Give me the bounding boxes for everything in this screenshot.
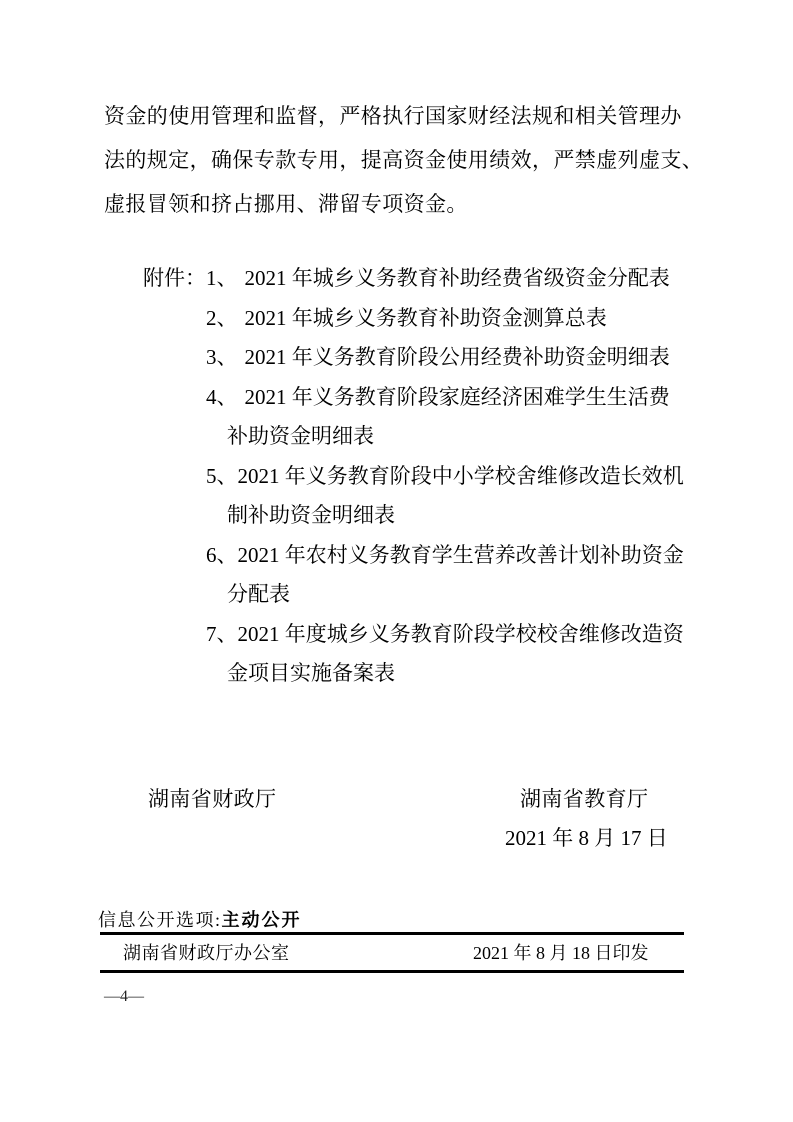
disclosure-option-label: 信息公开选项: xyxy=(98,910,222,930)
attachment-number: 4、 xyxy=(206,384,238,409)
colophon-print-date: 2021 年 8 月 18 日印发 xyxy=(473,943,649,963)
colophon-divider-bottom xyxy=(100,970,684,973)
body-paragraph-line: 虚报冒领和挤占挪用、滞留专项资金。 xyxy=(104,192,468,216)
attachment-row xyxy=(143,615,723,655)
attachment-row-continuation xyxy=(143,654,723,694)
colophon-divider-top xyxy=(100,932,684,935)
attachment-row xyxy=(143,299,723,339)
attachment-row xyxy=(143,259,723,299)
body-paragraph-line: 法的规定，确保专款专用，提高资金使用绩效，严禁虚列虚支、 xyxy=(104,148,704,172)
body-paragraph xyxy=(104,94,704,226)
attachments-list xyxy=(143,259,723,694)
attachment-title: 2021 年农村义务教育学生营养改善计划补助资金 xyxy=(237,542,684,567)
disclosure-option-value: 主动公开 xyxy=(221,910,302,930)
attachment-number: 6、 xyxy=(206,542,238,567)
attachment-title: 制补助资金明细表 xyxy=(227,503,395,527)
attachment-title: 分配表 xyxy=(227,582,290,606)
body-paragraph-line: 资金的使用管理和监督，严格执行国家财经法规和相关管理办 xyxy=(104,104,682,128)
attachment-row-continuation xyxy=(143,496,723,536)
attachment-title: 2021 年城乡义务教育补助经费省级资金分配表 xyxy=(244,266,670,290)
signature-date: 2021 年 8 月 17 日 xyxy=(505,826,668,850)
attachment-number: 2、 xyxy=(206,305,238,330)
attachment-number: 5、 xyxy=(206,463,238,488)
colophon-issuer: 湖南省财政厅办公室 xyxy=(123,943,290,963)
attachment-number: 7、 xyxy=(206,621,238,646)
page-number: —4— xyxy=(104,988,144,1005)
signature-org-finance: 湖南省财政厅 xyxy=(148,787,277,811)
attachment-row-continuation xyxy=(143,417,723,457)
attachment-title: 2021 年义务教育阶段家庭经济困难学生生活费 xyxy=(244,384,670,409)
attachments-label: 附件： xyxy=(143,266,206,290)
attachment-title: 补助资金明细表 xyxy=(227,424,374,448)
attachment-title: 2021 年义务教育阶段中小学校舍维修改造长效机 xyxy=(237,463,684,488)
attachment-number: 3、 xyxy=(206,345,238,369)
disclosure-option-row xyxy=(98,908,302,932)
attachment-row xyxy=(143,457,723,497)
attachment-title: 金项目实施备案表 xyxy=(227,661,395,685)
attachment-row-continuation xyxy=(143,575,723,615)
attachment-row xyxy=(143,338,723,378)
attachment-row xyxy=(143,378,723,418)
attachment-title: 2021 年度城乡义务教育阶段学校校舍维修改造资 xyxy=(237,621,684,646)
attachment-row xyxy=(143,536,723,576)
attachment-title: 2021 年城乡义务教育补助资金测算总表 xyxy=(244,305,607,330)
signature-org-education: 湖南省教育厅 xyxy=(520,787,649,811)
attachment-number: 1、 xyxy=(206,266,238,290)
attachment-title: 2021 年义务教育阶段公用经费补助资金明细表 xyxy=(244,345,670,369)
